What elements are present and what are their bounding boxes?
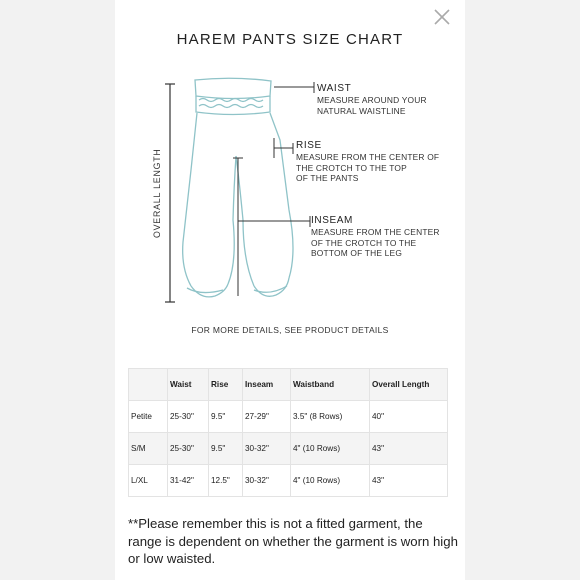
details-note: FOR MORE DETAILS, SEE PRODUCT DETAILS: [191, 325, 389, 335]
table-cell: 43": [370, 465, 448, 497]
table-row: [129, 465, 448, 497]
table-cell: 27-29": [243, 401, 291, 433]
size-name-cell: Petite: [129, 401, 168, 433]
inseam-description-line: OF THE CROTCH TO THE: [311, 237, 417, 248]
table-cell: 40": [370, 401, 448, 433]
table-header-cell: Overall Length: [370, 369, 448, 401]
table-header-cell: Inseam: [243, 369, 291, 401]
rise-description-line: OF THE PANTS: [296, 173, 359, 184]
overall-length-marker: [165, 84, 175, 302]
inseam-label: [311, 215, 440, 259]
table-cell: 30-32": [243, 433, 291, 465]
table-cell: 25-30": [168, 401, 209, 433]
table-cell: 4" (10 Rows): [291, 465, 370, 497]
table-row: [129, 401, 448, 433]
inseam-description-line: MEASURE FROM THE CENTER: [311, 227, 440, 237]
table-header-cell: Rise: [209, 369, 243, 401]
waist-marker: [274, 82, 314, 93]
rise-heading: RISE: [296, 140, 322, 151]
rise-description-line: MEASURE FROM THE CENTER OF: [296, 152, 440, 162]
size-name-cell: S/M: [129, 433, 168, 465]
table-cell: 3.5" (8 Rows): [291, 401, 370, 433]
table-cell: 25-30": [168, 433, 209, 465]
rise-marker: [274, 138, 293, 158]
table-cell: 4" (10 Rows): [291, 433, 370, 465]
waist-label: [317, 83, 427, 116]
rise-label: [296, 140, 439, 184]
table-header-row: [129, 369, 448, 401]
size-name-cell: L/XL: [129, 465, 168, 497]
waist-description-line: MEASURE AROUND YOUR: [317, 95, 427, 105]
close-icon: [433, 8, 451, 26]
table-cell: 12.5": [209, 465, 243, 497]
table-header-cell: Waistband: [291, 369, 370, 401]
table-header-cell: [129, 369, 168, 401]
inseam-heading: INSEAM: [311, 215, 353, 226]
table-cell: 9.5": [209, 433, 243, 465]
table-cell: 43": [370, 433, 448, 465]
waist-heading: WAIST: [317, 83, 352, 94]
fit-footnote: **Please remember this is not a fitted garment, the range is dependent on whether the garment is worn high or low waisted.: [128, 516, 458, 567]
table-cell: 30-32": [243, 465, 291, 497]
rise-description-line: THE CROTCH TO THE TOP: [296, 162, 407, 173]
size-table: [128, 368, 448, 497]
table-cell: 9.5": [209, 401, 243, 433]
inseam-description-line: BOTTOM OF THE LEG: [311, 248, 403, 259]
table-header-cell: Waist: [168, 369, 209, 401]
page-title: HAREM PANTS SIZE CHART: [176, 31, 404, 48]
waist-description-line: NATURAL WAISTLINE: [317, 105, 406, 116]
close-button[interactable]: [433, 8, 451, 26]
table-row: [129, 433, 448, 465]
table-cell: 31-42": [168, 465, 209, 497]
overall-length-label: OVERALL LENGTH: [152, 148, 162, 238]
